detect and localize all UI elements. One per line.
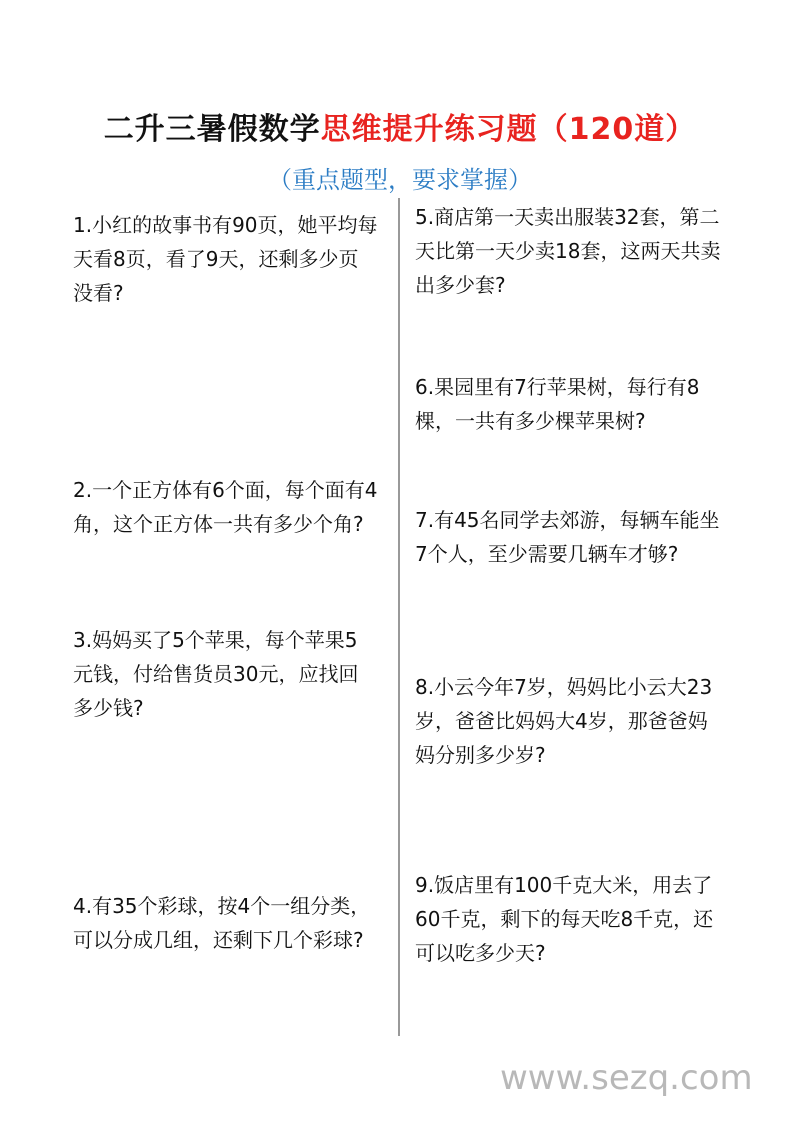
question-4 (73, 889, 370, 957)
question-3 (73, 623, 358, 725)
question-1 (73, 208, 378, 310)
question-line: 妈分别多少岁? (415, 743, 546, 767)
question-line: 6.果园里有7行苹果树，每行有8 (415, 375, 700, 399)
question-line: 天比第一天少卖18套，这两天共卖 (415, 239, 721, 263)
question-line: 2.一个正方体有6个面，每个面有4 (73, 478, 378, 502)
question-line: 60千克，剩下的每天吃8千克，还 (415, 907, 714, 931)
question-2 (73, 473, 378, 541)
question-line: 4.有35个彩球，按4个一组分类， (73, 894, 371, 918)
watermark: www.sezq.com (500, 1058, 753, 1098)
column-divider (398, 198, 400, 1036)
page-subtitle: （重点题型，要求掌握） (268, 166, 532, 194)
title-black: 二升三暑假数学 (103, 112, 321, 147)
question-line: 9.饭店里有100千克大米，用去了 (415, 873, 713, 897)
question-line: 5.商店第一天卖出服装32套，第二 (415, 205, 720, 229)
question-line: 8.小云今年7岁，妈妈比小云大23 (415, 675, 713, 699)
page-title (0, 104, 800, 148)
question-line: 多少钱? (73, 696, 144, 720)
question-line: 1.小红的故事书有90页，她平均每 (73, 213, 378, 237)
question-line: 3.妈妈买了5个苹果，每个苹果5 (73, 628, 358, 652)
question-line: 元钱，付给售货员30元，应找回 (73, 662, 359, 686)
question-line: 天看8页，看了9天，还剩多少页 (73, 247, 359, 271)
question-line: 可以分成几组，还剩下几个彩球? (73, 928, 364, 952)
title-red: 思维提升练习题（120道） (320, 112, 697, 147)
question-line: 出多少套? (415, 273, 506, 297)
question-line: 岁，爸爸比妈妈大4岁，那爸爸妈 (415, 709, 708, 733)
question-line: 可以吃多少天? (415, 941, 546, 965)
question-line: 7个人，至少需要几辆车才够? (415, 542, 679, 566)
question-line: 没看? (73, 281, 124, 305)
question-9 (415, 868, 713, 970)
question-7 (415, 503, 720, 571)
question-6 (415, 370, 700, 438)
question-line: 棵，一共有多少棵苹果树? (415, 409, 646, 433)
question-8 (415, 670, 712, 772)
question-line: 角，这个正方体一共有多少个角? (73, 512, 364, 536)
question-line: 7.有45名同学去郊游，每辆车能坐 (415, 508, 720, 532)
question-5 (415, 200, 720, 302)
